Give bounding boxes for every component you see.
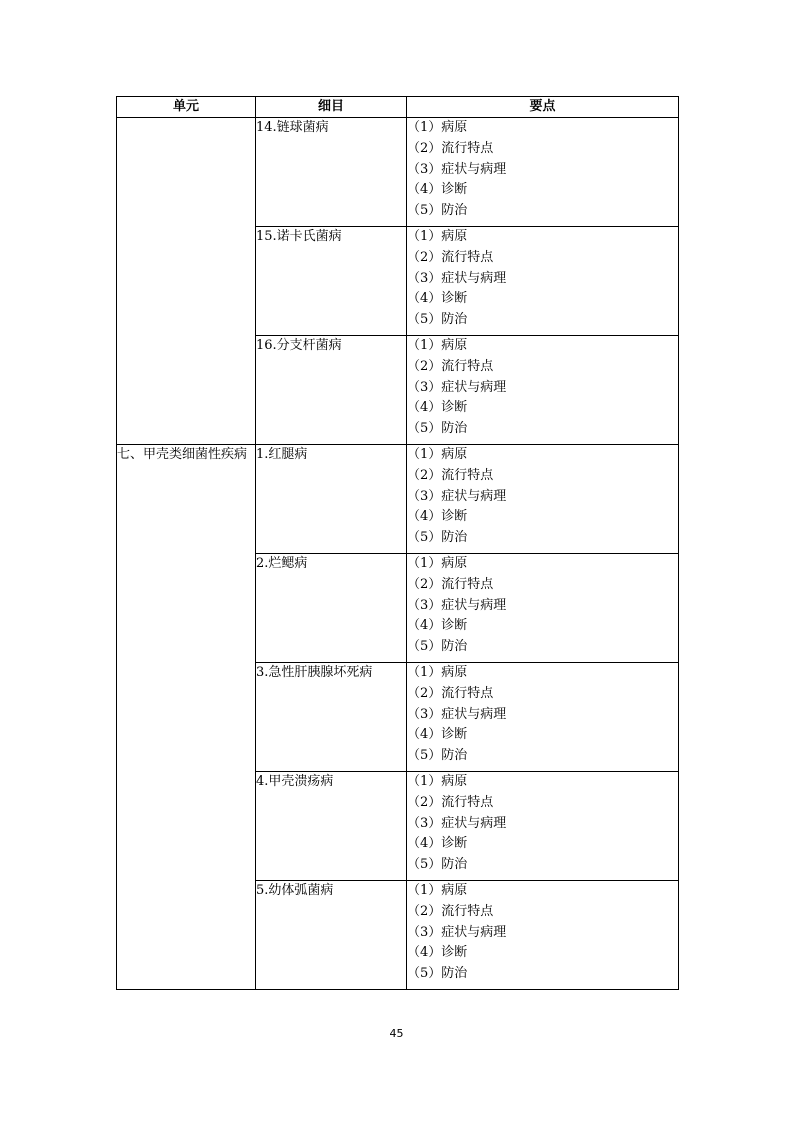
item-cell: 14.链球菌病 bbox=[256, 118, 407, 227]
point-item: （4）诊断 bbox=[407, 400, 468, 416]
points-cell bbox=[407, 227, 679, 336]
point-item: （5）防治 bbox=[407, 312, 468, 328]
unit-cell bbox=[117, 118, 256, 445]
point-item: （4）诊断 bbox=[407, 509, 468, 525]
point-item: （3）症状与病理 bbox=[407, 924, 507, 940]
point-item: （4）诊断 bbox=[407, 727, 468, 743]
page-number: 45 bbox=[389, 1027, 404, 1040]
table-body bbox=[117, 118, 679, 990]
points-cell bbox=[407, 336, 679, 445]
header-unit: 单元 bbox=[117, 97, 256, 118]
point-item: （2）流行特点 bbox=[407, 903, 494, 919]
point-item: （2）流行特点 bbox=[407, 794, 494, 810]
item-cell: 15.诺卡氏菌病 bbox=[256, 227, 407, 336]
point-item: （3）症状与病理 bbox=[407, 706, 507, 722]
point-item: （3）症状与病理 bbox=[407, 379, 507, 395]
point-item: （5）防治 bbox=[407, 639, 468, 655]
point-item: （3）症状与病理 bbox=[407, 270, 507, 286]
header-item: 细目 bbox=[256, 97, 407, 118]
point-item: （5）防治 bbox=[407, 421, 468, 437]
item-cell: 4.甲壳溃疡病 bbox=[256, 772, 407, 881]
point-item: （1）病原 bbox=[407, 883, 468, 898]
point-item: （2）流行特点 bbox=[407, 140, 494, 156]
points-cell bbox=[407, 118, 679, 227]
syllabus-table bbox=[116, 96, 679, 990]
item-cell: 1.红腿病 bbox=[256, 445, 407, 554]
table-header-row bbox=[117, 97, 679, 118]
point-item: （1）病原 bbox=[407, 447, 468, 462]
point-item: （1）病原 bbox=[407, 665, 468, 680]
point-item: （1）病原 bbox=[407, 338, 468, 353]
point-item: （5）防治 bbox=[407, 203, 468, 219]
item-cell: 3.急性肝胰腺坏死病 bbox=[256, 663, 407, 772]
point-item: （2）流行特点 bbox=[407, 576, 494, 592]
points-cell bbox=[407, 554, 679, 663]
point-item: （2）流行特点 bbox=[407, 467, 494, 483]
item-cell: 2.烂鳃病 bbox=[256, 554, 407, 663]
point-item: （5）防治 bbox=[407, 748, 468, 764]
point-item: （4）诊断 bbox=[407, 291, 468, 307]
point-item: （5）防治 bbox=[407, 530, 468, 546]
unit-cell: 七、甲壳类细菌性疾病 bbox=[117, 445, 256, 990]
point-item: （2）流行特点 bbox=[407, 358, 494, 374]
points-cell bbox=[407, 445, 679, 554]
point-item: （3）症状与病理 bbox=[407, 488, 507, 504]
point-item: （1）病原 bbox=[407, 120, 468, 135]
point-item: （4）诊断 bbox=[407, 618, 468, 634]
point-item: （5）防治 bbox=[407, 857, 468, 873]
point-item: （1）病原 bbox=[407, 556, 468, 571]
points-cell bbox=[407, 663, 679, 772]
table-row bbox=[117, 445, 679, 554]
point-item: （1）病原 bbox=[407, 774, 468, 789]
point-item: （5）防治 bbox=[407, 966, 468, 982]
point-item: （2）流行特点 bbox=[407, 249, 494, 265]
item-cell: 16.分支杆菌病 bbox=[256, 336, 407, 445]
point-item: （1）病原 bbox=[407, 229, 468, 244]
point-item: （4）诊断 bbox=[407, 945, 468, 961]
point-item: （3）症状与病理 bbox=[407, 161, 507, 177]
point-item: （2）流行特点 bbox=[407, 685, 494, 701]
item-cell: 5.幼体弧菌病 bbox=[256, 881, 407, 990]
point-item: （4）诊断 bbox=[407, 182, 468, 198]
points-cell bbox=[407, 881, 679, 990]
point-item: （3）症状与病理 bbox=[407, 597, 507, 613]
point-item: （4）诊断 bbox=[407, 836, 468, 852]
point-item: （3）症状与病理 bbox=[407, 815, 507, 831]
points-cell bbox=[407, 772, 679, 881]
table-row bbox=[117, 118, 679, 227]
header-points: 要点 bbox=[407, 97, 679, 118]
